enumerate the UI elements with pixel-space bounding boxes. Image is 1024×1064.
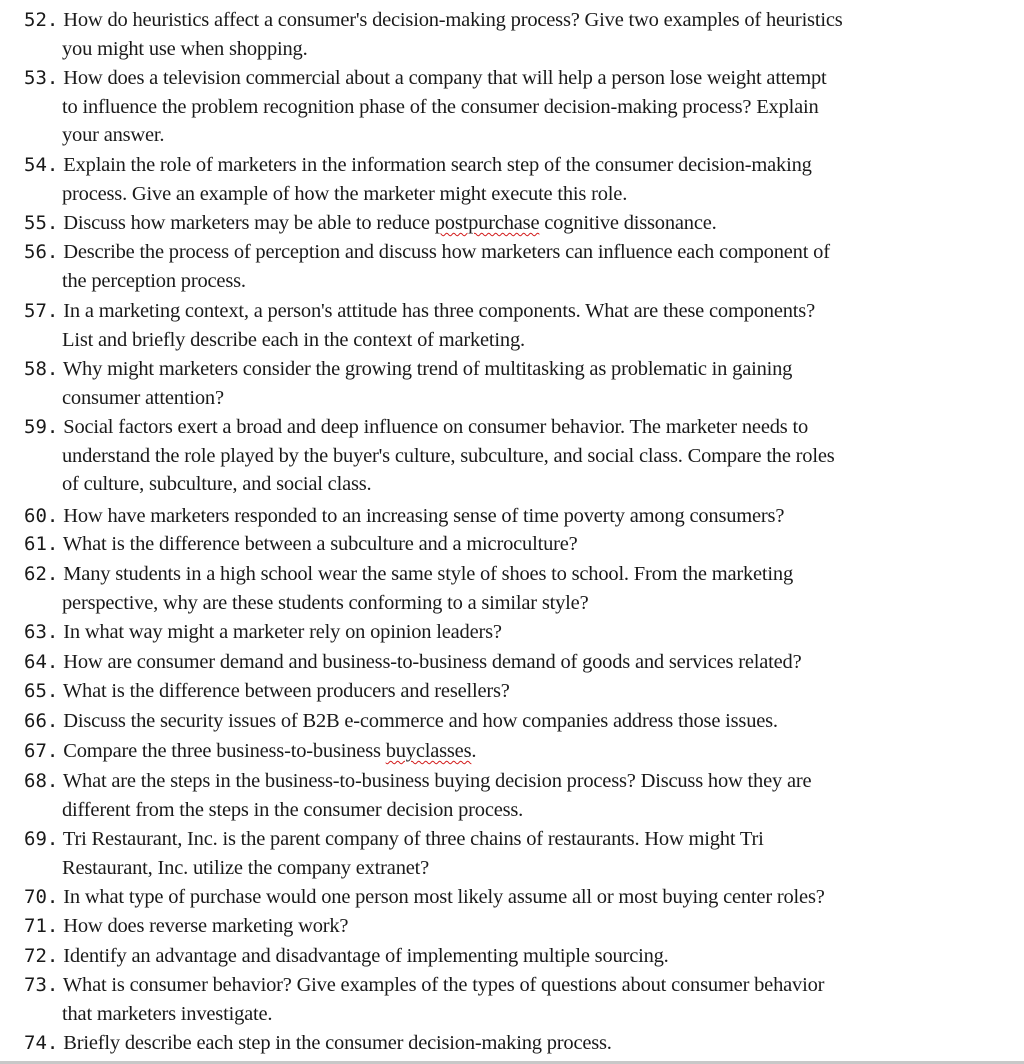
question-number: 55. <box>24 212 59 234</box>
question-text: Restaurant, Inc. utilize the company extranet? <box>62 856 430 879</box>
question-item <box>24 297 1014 354</box>
question-text: your answer. <box>62 124 165 146</box>
question-text: the perception process. <box>62 269 246 292</box>
question-text: Tri Restaurant, Inc. is the parent company of three chains of restaurants. How might Tri <box>62 828 764 850</box>
question-text: In what way might a marketer rely on opinion leaders? <box>63 621 502 643</box>
question-number: 74. <box>24 1032 59 1054</box>
question-number: 61. <box>24 533 59 555</box>
question-item <box>24 6 1014 63</box>
question-text: process. Give an example of how the marketer might execute this role. <box>62 182 628 205</box>
question-text: understand the role played by the buyer's culture, subculture, and social class. Compare the roles <box>62 444 835 467</box>
question-text: In a marketing context, a person's attitude has three components. What are these components? <box>63 300 815 322</box>
question-item <box>24 883 1014 912</box>
question-item <box>24 825 1014 882</box>
question-item <box>24 530 1014 559</box>
question-number: 69. <box>24 828 59 850</box>
question-item <box>24 502 1014 531</box>
question-number: 53. <box>24 67 59 89</box>
question-text: you might use when shopping. <box>62 37 308 60</box>
question-text: What are the steps in the business-to-business buying decision process? Discuss how they are <box>62 770 812 792</box>
question-item <box>24 618 1014 647</box>
question-item <box>24 971 1014 1028</box>
question-item <box>24 648 1014 677</box>
question-item <box>24 560 1014 617</box>
question-text: different from the steps in the consumer decision process. <box>62 798 524 821</box>
question-text: How do heuristics affect a consumer's decision-making process? Give two examples of heuristics <box>63 9 843 31</box>
question-item <box>24 737 1014 766</box>
question-text: Describe the process of perception and discuss how marketers can influence each component of <box>63 241 830 263</box>
question-number: 62. <box>24 563 59 585</box>
question-item <box>24 64 1014 150</box>
question-text: List and briefly describe each in the context of marketing. <box>62 328 525 351</box>
question-text: What is the difference between a subculture and a microculture? <box>62 533 578 555</box>
question-number: 71. <box>24 915 59 937</box>
question-text: to influence the problem recognition phase of the consumer decision-making process? Explain <box>62 95 819 118</box>
question-text: Identify an advantage and disadvantage of implementing multiple sourcing. <box>63 945 669 967</box>
spellcheck-flagged-word: postpurchase <box>434 212 540 234</box>
question-text: Discuss the security issues of B2B e-commerce and how companies address those issues. <box>63 710 778 732</box>
question-text: perspective, why are these students conforming to a similar style? <box>62 591 589 614</box>
question-number: 70. <box>24 886 59 908</box>
question-number: 59. <box>24 416 59 438</box>
question-text: Social factors exert a broad and deep influence on consumer behavior. The marketer needs to <box>63 416 809 438</box>
question-number: 63. <box>24 621 59 643</box>
question-text: of culture, subculture, and social class. <box>62 473 372 495</box>
question-text: Why might marketers consider the growing trend of multitasking as problematic in gaining <box>62 358 793 380</box>
question-number: 68. <box>24 770 59 792</box>
question-text: How does reverse marketing work? <box>63 915 349 937</box>
question-item <box>24 355 1014 412</box>
question-item <box>24 767 1014 824</box>
question-item <box>24 1029 1014 1058</box>
question-item <box>24 912 1014 941</box>
question-item <box>24 707 1014 736</box>
question-text: In what type of purchase would one person most likely assume all or most buying center roles? <box>63 886 825 908</box>
question-number: 66. <box>24 710 59 732</box>
spellcheck-flagged-word: buyclasses <box>385 740 472 762</box>
question-text: What is consumer behavior? Give examples of the types of questions about consumer behavior <box>62 974 825 996</box>
question-item <box>24 413 1014 499</box>
question-item <box>24 942 1014 971</box>
question-text: Explain the role of marketers in the information search step of the consumer decision-making <box>63 154 812 176</box>
question-item <box>24 209 1014 238</box>
question-item <box>24 238 1014 295</box>
question-text: that marketers investigate. <box>62 1002 273 1025</box>
question-text: How does a television commercial about a company that will help a person lose weight attempt <box>63 67 827 89</box>
question-text: What is the difference between producers and resellers? <box>62 680 510 702</box>
question-number: 72. <box>24 945 59 967</box>
question-number: 54. <box>24 154 59 176</box>
question-number: 57. <box>24 300 59 322</box>
question-number: 56. <box>24 241 59 263</box>
question-text: Discuss how marketers may be able to reduce postpurchase cognitive dissonance. <box>63 212 717 234</box>
question-text: Briefly describe each step in the consumer decision-making process. <box>63 1032 612 1054</box>
question-number: 67. <box>24 740 59 762</box>
question-number: 73. <box>24 974 59 996</box>
question-number: 64. <box>24 651 59 673</box>
question-text: How have marketers responded to an increasing sense of time poverty among consumers? <box>63 505 785 527</box>
question-text: How are consumer demand and business-to-business demand of goods and services related? <box>63 651 802 673</box>
question-item <box>24 151 1014 208</box>
question-number: 65. <box>24 680 59 702</box>
question-text: Many students in a high school wear the same style of shoes to school. From the marketing <box>63 563 794 585</box>
question-number: 60. <box>24 505 59 527</box>
question-text: consumer attention? <box>62 386 224 409</box>
question-text: Compare the three business-to-business buyclasses. <box>63 740 477 762</box>
question-number: 58. <box>24 358 59 380</box>
question-item <box>24 677 1014 706</box>
question-number: 52. <box>24 9 59 31</box>
